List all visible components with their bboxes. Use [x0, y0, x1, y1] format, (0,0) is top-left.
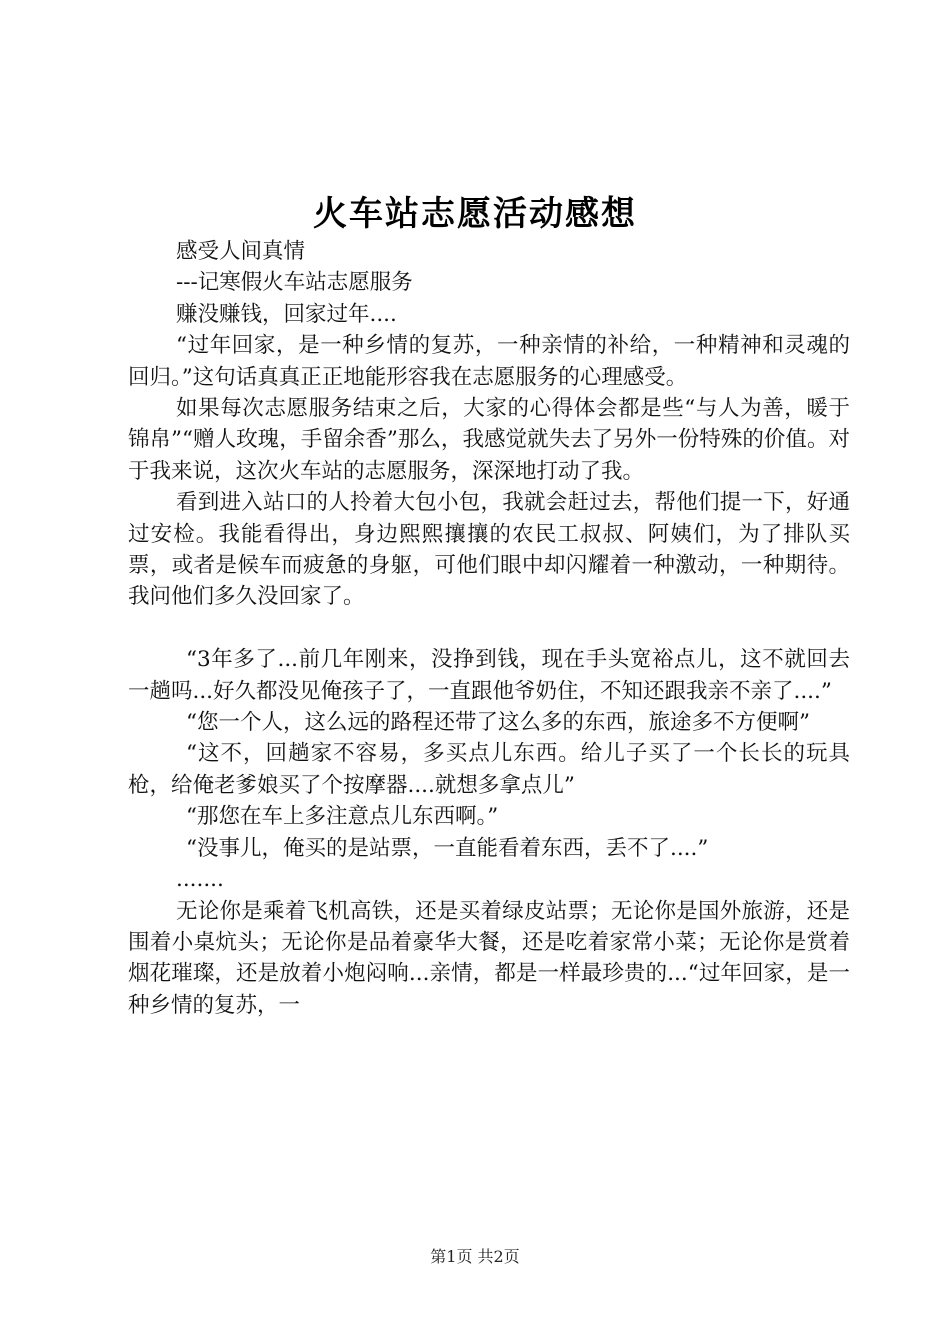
paragraph-dialogue: “您一个人，这么远的路程还带了这么多的东西，旅途多不方便啊”: [186, 710, 810, 736]
paragraph: 无论你是乘着飞机高铁，还是买着绿皮站票；无论你是国外旅游，还是围着小桌炕头；无论你是品着豪华大餐，还是吃着家常小菜；无论你是赏着烟花璀璨，还是放着小炮闷响...亲情，都是一样最珍贵的...“过年回家，是一种乡情的复苏，一: [128, 898, 850, 1018]
page-footer: 第1页 共2页: [430, 1247, 520, 1266]
document-title: 火车站志愿活动感想: [313, 194, 637, 234]
paragraph-dialogue: “3年多了...前几年刚来，没挣到钱，现在手头宽裕点儿，这不就回去一趟吗...好久都没见俺孩子了，一直跟他爷奶住，不知还跟我亲不亲了....”: [128, 647, 850, 704]
paragraph: 赚没赚钱，回家过年....: [176, 301, 397, 327]
paragraph: “过年回家，是一种乡情的复苏，一种亲情的补给，一种精神和灵魂的回归。”这句话真真正正地能形容我在志愿服务的心理感受。: [128, 333, 850, 390]
document-body: [128, 236, 850, 1021]
paragraph-dialogue: “那您在车上多注意点儿东西啊。”: [186, 804, 499, 830]
paragraph-ellipsis: .......: [176, 867, 224, 893]
paragraph: 如果每次志愿服务结束之后，大家的心得体会都是些“与人为善，暖于锦帛”“赠人玫瑰，手留余香”那么，我感觉就失去了另外一份特殊的价值。对于我来说，这次火车站的志愿服务，深深地打动了我。: [128, 396, 850, 484]
paragraph-dialogue: “没事儿，俺买的是站票，一直能看着东西，丢不了....”: [186, 835, 709, 861]
paragraph: 看到进入站口的人拎着大包小包，我就会赶过去，帮他们提一下，好通过安检。我能看得出，身边熙熙攘攘的农民工叔叔、阿姨们，为了排队买票，或者是候车而疲惫的身躯，可他们眼中却闪耀着一种激动，一种期待。我问他们多久没回家了。: [128, 490, 850, 610]
blank-line: [128, 613, 850, 644]
paragraph-subheading: ---记寒假火车站志愿服务: [176, 270, 413, 296]
paragraph-dialogue: “这不，回趟家不容易，多买点儿东西。给儿子买了一个长长的玩具枪，给俺老爹娘买了个按摩器....就想多拿点儿”: [128, 741, 850, 798]
paragraph-subtitle: 感受人间真情: [176, 239, 306, 264]
